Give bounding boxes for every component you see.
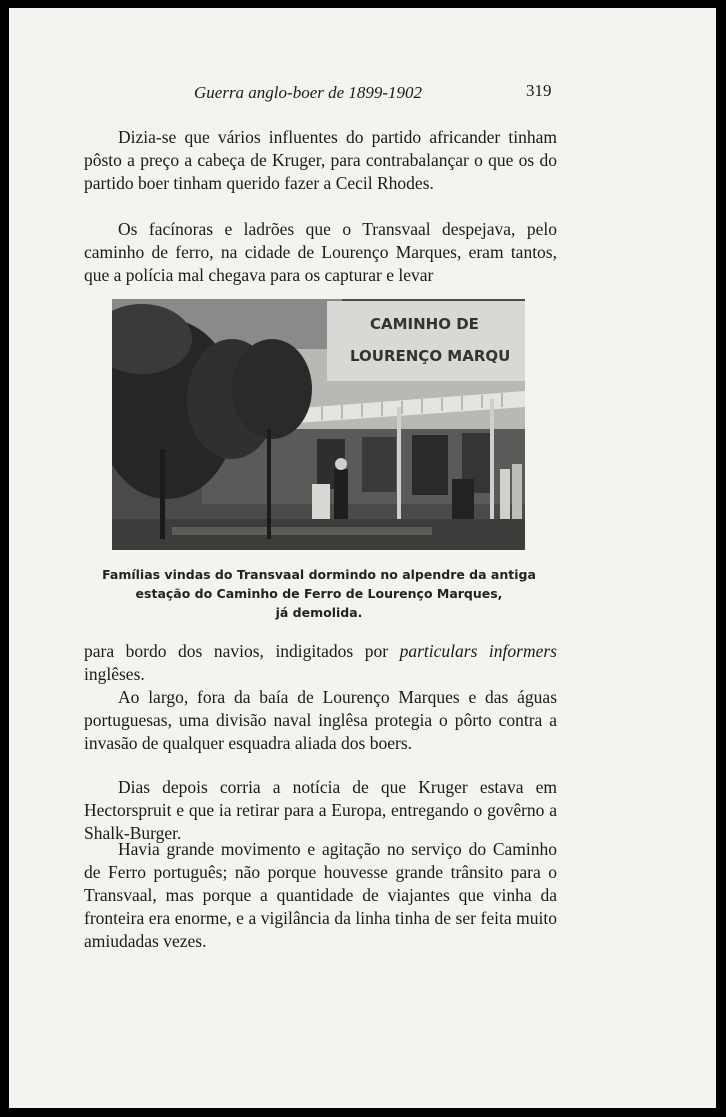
- station-photograph: [112, 299, 525, 550]
- paragraph-2: Os facínoras e ladrões que o Transvaal despejava, pelo caminho de ferro, na cidade de Lourenço Marques, eram tantos, que a polícia mal chegava para os capturar e levar: [84, 219, 557, 285]
- paragraph-3: Ao largo, fora da baía de Lourenço Marques e das águas portuguesas, uma divisão naval inglêsa protegia o pôrto contra a invasão de qualquer esquadra aliada dos boers.: [84, 687, 557, 753]
- paragraph-5: Havia grande movimento e agitação no serviço do Caminho de Ferro português; não porque houvesse grande trânsito para o Transvaal, mas porque a quantidade de viajantes que vinha da fronteira era enorme, e a vigilância da linha tinha de ser feita muito amiudadas vezes.: [84, 839, 557, 951]
- paragraph-4: Dias depois corria a notícia de que Kruger estava em Hectorspruit e que ia retirar para a Europa, entregando o govêrno a Shalk-Burger.: [84, 777, 557, 843]
- page-number: 319: [526, 81, 552, 100]
- figure-caption: [89, 565, 549, 622]
- caption-line-2: estação do Caminho de Ferro de Lourenço Marques,: [135, 586, 503, 601]
- running-title: Guerra anglo-boer de 1899-1902: [194, 83, 423, 102]
- caption-line-3: já demolida.: [275, 605, 363, 620]
- continuation-text-start: para bordo dos navios, indigitados por: [84, 641, 400, 661]
- caption-line-1: Famílias vindas do Transvaal dormindo no alpendre da antiga: [102, 567, 536, 582]
- continuation-text-end: inglêses.: [84, 664, 145, 684]
- paragraph-continuation: [84, 640, 557, 686]
- sign-text-line2: LOURENÇO MARQU: [350, 347, 511, 365]
- book-page: [9, 8, 716, 1108]
- page-header: [9, 83, 716, 107]
- sign-text-line1: CAMINHO DE: [370, 315, 479, 333]
- paragraph-1: Dizia-se que vários influentes do partido africander tinham pôsto a preço a cabeça de Kruger, para contrabalançar o que os do partido boer tinham querido fazer a Cecil Rhodes.: [84, 127, 557, 193]
- continuation-italic-phrase: particulars informers: [399, 641, 557, 661]
